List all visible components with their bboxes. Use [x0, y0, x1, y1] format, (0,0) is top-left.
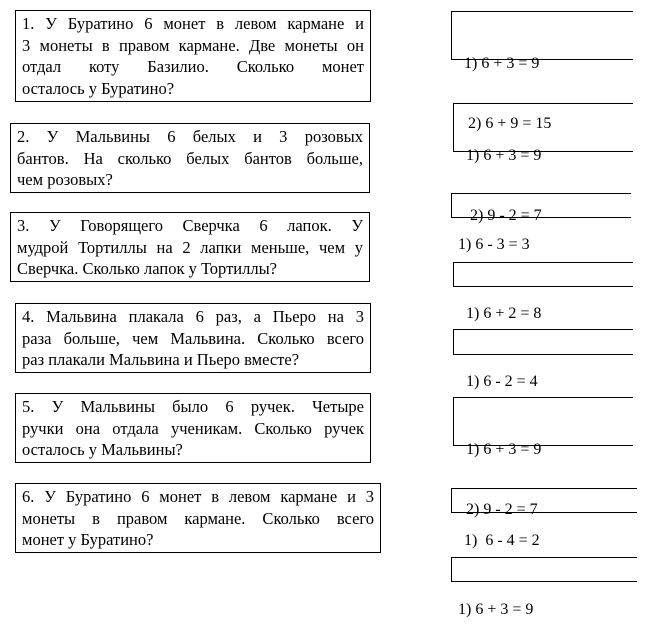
solution-card-4 — [453, 262, 633, 322]
solution-line: 1) 6 + 3 = 9 — [460, 55, 540, 72]
problem-line: осталось у Буратино? — [22, 78, 175, 98]
problem-card-6 — [15, 483, 381, 553]
solution-line: 1) 6 + 3 = 9 — [462, 441, 542, 458]
problem-line: чем розовых? — [17, 170, 113, 189]
solution-card-8 — [451, 557, 637, 618]
problem-card-1 — [15, 10, 371, 102]
solution-card-3 — [451, 193, 631, 253]
problem-card-4 — [15, 303, 371, 373]
solution-card-5 — [453, 329, 633, 390]
solution-line: 1) 6 - 2 = 4 — [462, 373, 538, 390]
solution-line: 1) 6 - 3 = 3 — [458, 236, 530, 253]
solution-line: 1) 6 + 3 = 9 — [462, 147, 542, 164]
solution-line: 1) 6 + 3 = 9 — [458, 601, 534, 618]
problem-line: мудрой Тортиллы на 2 лапки меньше, чем у — [17, 237, 363, 257]
problem-card-3 — [10, 212, 370, 282]
solution-card-7 — [451, 488, 637, 549]
solution-line: 2) 6 + 9 = 15 — [460, 115, 552, 132]
problem-line: раз плакали Мальвина и Пьеро вместе? — [22, 350, 300, 369]
solution-card-2 — [453, 103, 633, 224]
solution-card-1 — [451, 11, 633, 132]
problem-line: раза больше, чем Мальвина. Сколько всего — [22, 328, 364, 348]
solution-line: 1) 6 + 2 = 8 — [462, 305, 542, 322]
problem-line: 3. У Говорящего Сверчка 6 лапок. У — [17, 216, 363, 235]
problem-line: 6. У Буратино 6 монет в левом кармане и 3 — [22, 487, 374, 506]
solution-line: 2) 9 - 2 = 7 — [462, 207, 542, 224]
problem-line: 3 монеты в правом кармане. Две монеты он — [22, 35, 364, 55]
solution-card-6 — [453, 397, 633, 518]
problem-line: 1. У Буратино 6 монет в левом кармане и — [22, 14, 364, 33]
problem-line: монеты в правом кармане. Сколько всего — [22, 508, 374, 528]
problem-line: 5. У Мальвины было 6 ручек. Четыре — [22, 397, 364, 416]
problem-line: 4. Мальвина плакала 6 раз, а Пьеро на 3 — [22, 307, 364, 326]
problem-card-2 — [10, 123, 370, 193]
problem-line: отдал коту Базилио. Сколько монет — [22, 57, 364, 76]
problem-line: Сверчка. Сколько лапок у Тортиллы? — [17, 259, 278, 278]
problem-line: монет у Буратино? — [22, 530, 154, 549]
solution-line: 1) 6 - 4 = 2 — [460, 532, 540, 549]
solution-line: 2) 9 - 2 = 7 — [462, 501, 538, 518]
problem-line: ручки она отдала ученикам. Сколько ручек — [22, 418, 364, 438]
problem-line: бантов. На сколько белых бантов больше, — [17, 148, 363, 168]
problem-line: осталось у Мальвины? — [22, 440, 183, 459]
problem-card-5 — [15, 393, 371, 463]
problem-line: 2. У Мальвины 6 белых и 3 розовых — [17, 127, 363, 146]
